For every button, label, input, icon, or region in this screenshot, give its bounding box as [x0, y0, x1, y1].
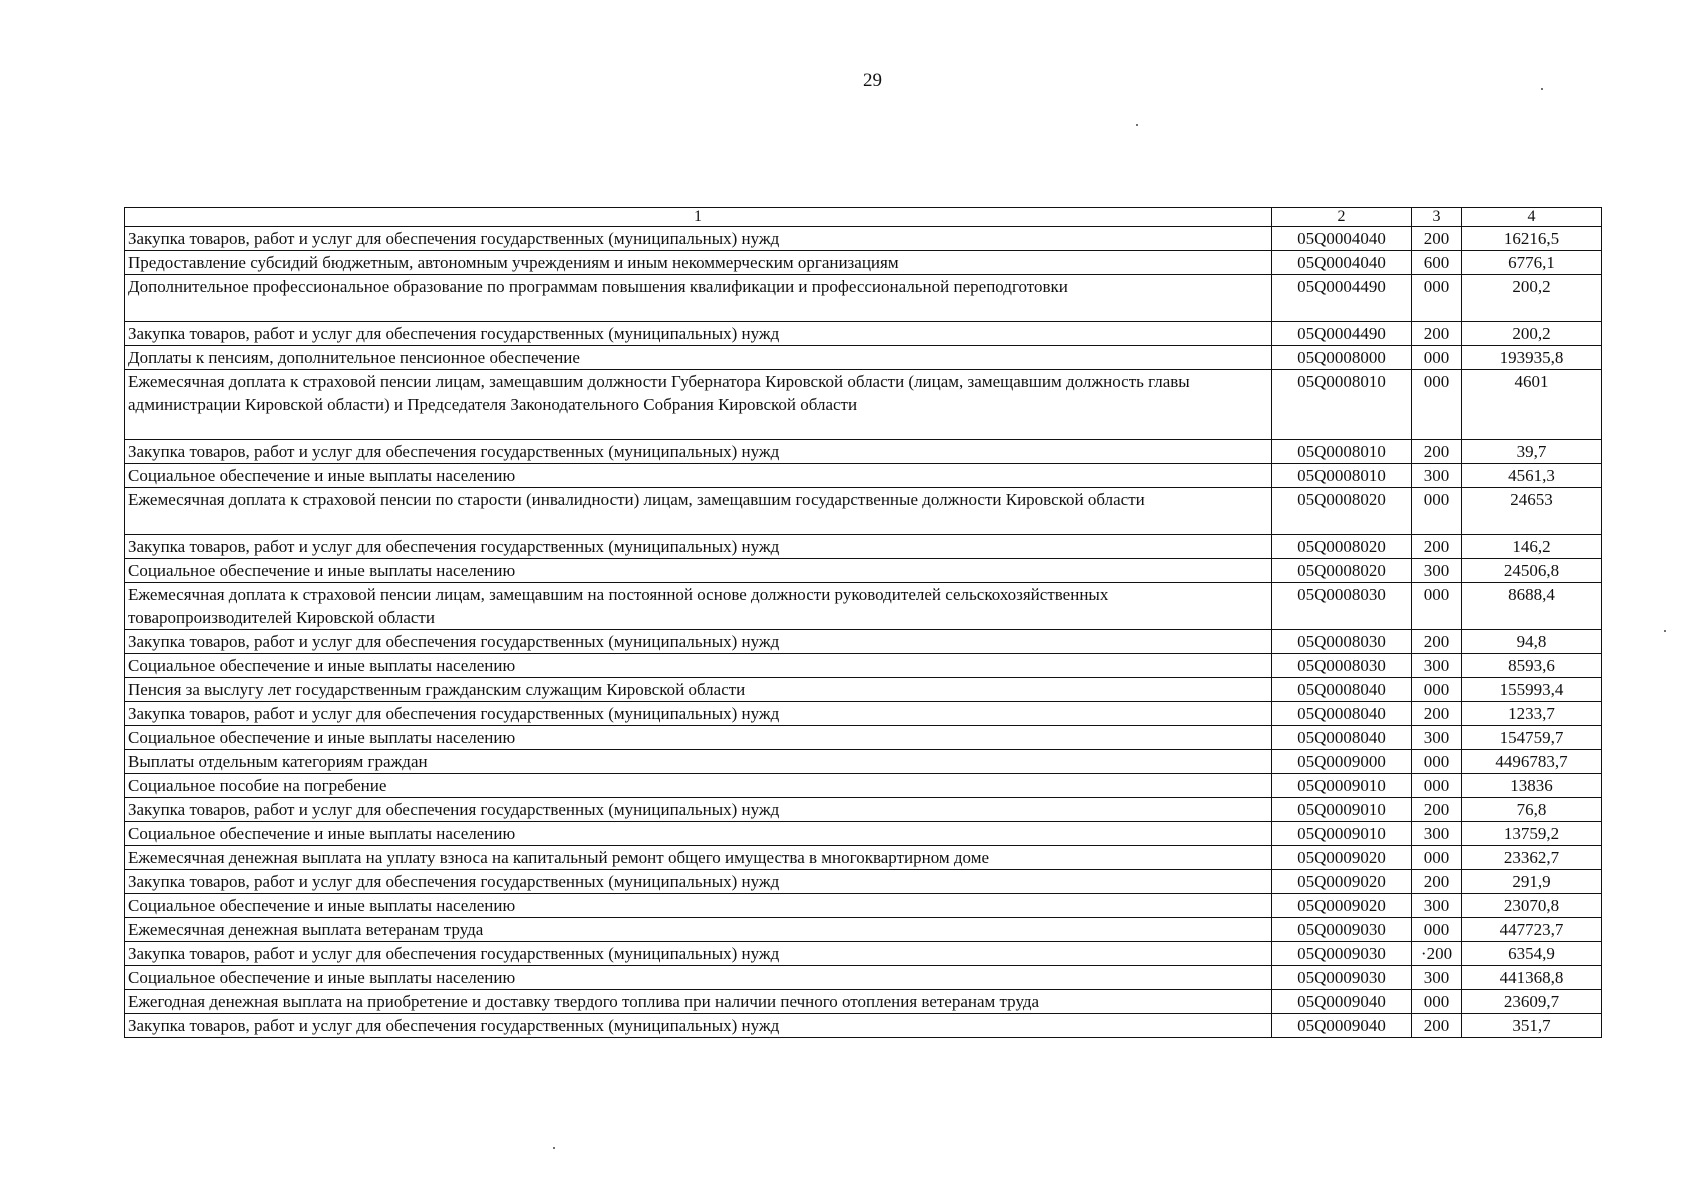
table-row — [125, 630, 1602, 654]
row-code: 05Q0008040 — [1272, 702, 1412, 726]
table-row — [125, 894, 1602, 918]
row-code: 05Q0008000 — [1272, 346, 1412, 370]
table-row — [125, 798, 1602, 822]
row-type: 300 — [1412, 559, 1462, 583]
row-type: 000 — [1412, 370, 1462, 440]
row-code: 05Q0004490 — [1272, 322, 1412, 346]
row-type: 200 — [1412, 227, 1462, 251]
row-code: 05Q0004040 — [1272, 227, 1412, 251]
row-code: 05Q0009010 — [1272, 798, 1412, 822]
table-row — [125, 275, 1602, 322]
row-code: 05Q0009030 — [1272, 918, 1412, 942]
row-name: Закупка товаров, работ и услуг для обеспечения государственных (муниципальных) нужд — [125, 227, 1272, 251]
row-amount: 441368,8 — [1462, 966, 1602, 990]
row-amount: 39,7 — [1462, 440, 1602, 464]
row-amount: 146,2 — [1462, 535, 1602, 559]
row-name: Дополнительное профессиональное образование по программам повышения квалификации и профессиональной переподготовки — [125, 275, 1272, 322]
row-code: 05Q0008030 — [1272, 583, 1412, 630]
row-name: Ежемесячная денежная выплата на уплату взноса на капитальный ремонт общего имущества в многоквартирном доме — [125, 846, 1272, 870]
table-row — [125, 654, 1602, 678]
row-name: Закупка товаров, работ и услуг для обеспечения государственных (муниципальных) нужд — [125, 440, 1272, 464]
scan-speck — [553, 1147, 555, 1149]
row-type: 000 — [1412, 583, 1462, 630]
table-row — [125, 918, 1602, 942]
row-amount: 1233,7 — [1462, 702, 1602, 726]
row-amount: 23070,8 — [1462, 894, 1602, 918]
row-amount: 8593,6 — [1462, 654, 1602, 678]
row-name: Ежегодная денежная выплата на приобретение и доставку твердого топлива при наличии печного отопления ветеранам труда — [125, 990, 1272, 1014]
row-name: Социальное пособие на погребение — [125, 774, 1272, 798]
table-row — [125, 488, 1602, 535]
row-name: Социальное обеспечение и иные выплаты населению — [125, 464, 1272, 488]
row-type: 200 — [1412, 1014, 1462, 1038]
row-type: 000 — [1412, 774, 1462, 798]
table-row — [125, 464, 1602, 488]
scan-speck — [1664, 630, 1666, 632]
row-type: 000 — [1412, 346, 1462, 370]
row-code: 05Q0008030 — [1272, 654, 1412, 678]
row-type: ·200 — [1412, 942, 1462, 966]
row-type: 200 — [1412, 798, 1462, 822]
table-row — [125, 726, 1602, 750]
table-row — [125, 251, 1602, 275]
row-code: 05Q0009000 — [1272, 750, 1412, 774]
row-name: Доплаты к пенсиям, дополнительное пенсионное обеспечение — [125, 346, 1272, 370]
row-type: 200 — [1412, 322, 1462, 346]
row-code: 05Q0009040 — [1272, 1014, 1412, 1038]
row-type: 000 — [1412, 678, 1462, 702]
row-amount: 13759,2 — [1462, 822, 1602, 846]
row-type: 200 — [1412, 535, 1462, 559]
row-code: 05Q0008020 — [1272, 535, 1412, 559]
table-row — [125, 966, 1602, 990]
table-row — [125, 702, 1602, 726]
table-row — [125, 535, 1602, 559]
table-row — [125, 870, 1602, 894]
header-col-1: 1 — [125, 208, 1272, 227]
row-code: 05Q0008010 — [1272, 440, 1412, 464]
row-code: 05Q0008020 — [1272, 488, 1412, 535]
table-row — [125, 990, 1602, 1014]
row-amount: 23362,7 — [1462, 846, 1602, 870]
table-row — [125, 346, 1602, 370]
row-code: 05Q0009040 — [1272, 990, 1412, 1014]
row-name: Социальное обеспечение и иные выплаты населению — [125, 966, 1272, 990]
table-header-row — [125, 208, 1602, 227]
row-name: Социальное обеспечение и иные выплаты населению — [125, 654, 1272, 678]
row-amount: 4496783,7 — [1462, 750, 1602, 774]
row-amount: 4601 — [1462, 370, 1602, 440]
row-type: 300 — [1412, 966, 1462, 990]
row-name: Ежемесячная доплата к страховой пенсии лицам, замещавшим должности Губернатора Кировской области (лицам, замещавшим должность главы администрации Кировской области) и Председателя Законодательного Собрания Кировской области — [125, 370, 1272, 440]
row-name: Ежемесячная денежная выплата ветеранам труда — [125, 918, 1272, 942]
row-name: Выплаты отдельным категориям граждан — [125, 750, 1272, 774]
row-amount: 24506,8 — [1462, 559, 1602, 583]
row-name: Пенсия за выслугу лет государственным гражданским служащим Кировской области — [125, 678, 1272, 702]
row-amount: 4561,3 — [1462, 464, 1602, 488]
scan-speck — [1541, 88, 1543, 90]
row-name: Закупка товаров, работ и услуг для обеспечения государственных (муниципальных) нужд — [125, 1014, 1272, 1038]
row-name: Закупка товаров, работ и услуг для обеспечения государственных (муниципальных) нужд — [125, 798, 1272, 822]
row-code: 05Q0009030 — [1272, 966, 1412, 990]
page-number: 29 — [863, 70, 882, 91]
row-type: 000 — [1412, 275, 1462, 322]
row-amount: 193935,8 — [1462, 346, 1602, 370]
table-row — [125, 583, 1602, 630]
row-code: 05Q0004490 — [1272, 275, 1412, 322]
row-amount: 351,7 — [1462, 1014, 1602, 1038]
row-type: 300 — [1412, 654, 1462, 678]
row-name: Закупка товаров, работ и услуг для обеспечения государственных (муниципальных) нужд — [125, 870, 1272, 894]
row-code: 05Q0004040 — [1272, 251, 1412, 275]
row-amount: 94,8 — [1462, 630, 1602, 654]
row-code: 05Q0009030 — [1272, 942, 1412, 966]
budget-table — [124, 207, 1602, 1038]
row-amount: 155993,4 — [1462, 678, 1602, 702]
row-amount: 13836 — [1462, 774, 1602, 798]
row-amount: 447723,7 — [1462, 918, 1602, 942]
row-name: Закупка товаров, работ и услуг для обеспечения государственных (муниципальных) нужд — [125, 535, 1272, 559]
row-amount: 76,8 — [1462, 798, 1602, 822]
table-row — [125, 822, 1602, 846]
row-amount: 200,2 — [1462, 275, 1602, 322]
row-code: 05Q0009020 — [1272, 894, 1412, 918]
row-code: 05Q0009010 — [1272, 774, 1412, 798]
table-row — [125, 1014, 1602, 1038]
row-name: Закупка товаров, работ и услуг для обеспечения государственных (муниципальных) нужд — [125, 630, 1272, 654]
scan-speck — [1136, 124, 1138, 126]
row-code: 05Q0008040 — [1272, 726, 1412, 750]
row-type: 000 — [1412, 488, 1462, 535]
row-type: 300 — [1412, 894, 1462, 918]
table-row — [125, 774, 1602, 798]
row-amount: 16216,5 — [1462, 227, 1602, 251]
table-row — [125, 846, 1602, 870]
row-type: 200 — [1412, 870, 1462, 894]
table-row — [125, 559, 1602, 583]
row-code: 05Q0009020 — [1272, 846, 1412, 870]
row-code: 05Q0009020 — [1272, 870, 1412, 894]
row-name: Социальное обеспечение и иные выплаты населению — [125, 894, 1272, 918]
row-type: 000 — [1412, 846, 1462, 870]
table-row — [125, 750, 1602, 774]
row-amount: 23609,7 — [1462, 990, 1602, 1014]
row-name: Предоставление субсидий бюджетным, автономным учреждениям и иным некоммерческим организациям — [125, 251, 1272, 275]
row-name: Ежемесячная доплата к страховой пенсии по старости (инвалидности) лицам, замещавшим государственные должности Кировской области — [125, 488, 1272, 535]
row-name: Социальное обеспечение и иные выплаты населению — [125, 822, 1272, 846]
header-col-2: 2 — [1272, 208, 1412, 227]
table-row — [125, 678, 1602, 702]
row-name: Социальное обеспечение и иные выплаты населению — [125, 726, 1272, 750]
row-amount: 8688,4 — [1462, 583, 1602, 630]
row-type: 000 — [1412, 750, 1462, 774]
row-type: 000 — [1412, 990, 1462, 1014]
row-amount: 200,2 — [1462, 322, 1602, 346]
row-name: Закупка товаров, работ и услуг для обеспечения государственных (муниципальных) нужд — [125, 322, 1272, 346]
row-amount: 154759,7 — [1462, 726, 1602, 750]
row-type: 300 — [1412, 822, 1462, 846]
row-code: 05Q0008040 — [1272, 678, 1412, 702]
header-col-3: 3 — [1412, 208, 1462, 227]
table-row — [125, 440, 1602, 464]
table-row — [125, 942, 1602, 966]
row-type: 200 — [1412, 702, 1462, 726]
table-row — [125, 370, 1602, 440]
header-col-4: 4 — [1462, 208, 1602, 227]
table-row — [125, 322, 1602, 346]
row-amount: 291,9 — [1462, 870, 1602, 894]
row-type: 300 — [1412, 726, 1462, 750]
row-name: Закупка товаров, работ и услуг для обеспечения государственных (муниципальных) нужд — [125, 942, 1272, 966]
row-name: Ежемесячная доплата к страховой пенсии лицам, замещавшим на постоянной основе должности руководителей сельскохозяйственных товаропроизводителей Кировской области — [125, 583, 1272, 630]
row-type: 200 — [1412, 440, 1462, 464]
row-code: 05Q0008020 — [1272, 559, 1412, 583]
row-code: 05Q0008010 — [1272, 464, 1412, 488]
row-name: Закупка товаров, работ и услуг для обеспечения государственных (муниципальных) нужд — [125, 702, 1272, 726]
row-amount: 6354,9 — [1462, 942, 1602, 966]
row-code: 05Q0009010 — [1272, 822, 1412, 846]
row-amount: 24653 — [1462, 488, 1602, 535]
row-code: 05Q0008030 — [1272, 630, 1412, 654]
row-type: 200 — [1412, 630, 1462, 654]
table-row — [125, 227, 1602, 251]
row-amount: 6776,1 — [1462, 251, 1602, 275]
row-name: Социальное обеспечение и иные выплаты населению — [125, 559, 1272, 583]
row-type: 300 — [1412, 464, 1462, 488]
row-code: 05Q0008010 — [1272, 370, 1412, 440]
row-type: 600 — [1412, 251, 1462, 275]
row-type: 000 — [1412, 918, 1462, 942]
